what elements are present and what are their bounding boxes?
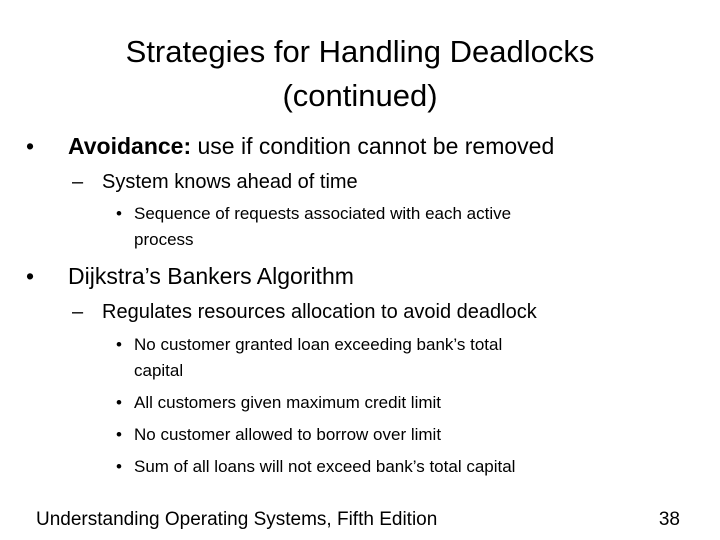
sub-sub-bullet-all-customers — [116, 392, 676, 414]
dash-marker: – — [72, 301, 84, 323]
bullet-dot: • — [116, 335, 122, 354]
bullet-text: Dijkstra’s Bankers Algorithm — [68, 263, 354, 289]
sub-sub-bullet-no-customer-allowed — [116, 424, 676, 446]
bullet-text — [68, 132, 554, 160]
sub-sub-bullet-text-line-2: capital — [134, 361, 184, 380]
sub-sub-bullet-sequence — [116, 203, 676, 247]
bullet-dot: • — [116, 204, 122, 223]
sub-sub-bullet-text: Sum of all loans will not exceed bank’s total capital — [134, 457, 516, 476]
bullet-dot: • — [26, 133, 35, 159]
bullet-dijkstra — [26, 262, 686, 290]
sub-sub-bullet-text-line-1: No customer granted loan exceeding bank’s total — [134, 335, 503, 354]
bullet-dot: • — [116, 425, 122, 444]
sub-sub-bullet-sum-of-loans — [116, 456, 696, 478]
sub-bullet-system-knows — [72, 170, 672, 194]
sub-sub-bullet-text-line-2: process — [134, 230, 194, 249]
slide-title — [0, 30, 720, 118]
bullet-avoidance — [26, 132, 686, 160]
slide-title-line-2: (continued) — [282, 78, 438, 113]
dash-marker: – — [72, 171, 84, 193]
sub-bullet-text: System knows ahead of time — [102, 171, 358, 193]
sub-sub-bullet-text-line-1: Sequence of requests associated with each active — [134, 204, 512, 223]
sub-sub-bullet-no-customer-granted — [116, 334, 676, 382]
footer-book-title: Understanding Operating Systems, Fifth Edition — [36, 509, 438, 530]
footer-page-number: 38 — [658, 509, 680, 530]
bullet-dot: • — [26, 263, 35, 289]
bullet-description: use if condition cannot be removed — [191, 133, 555, 159]
sub-bullet-text: Regulates resources allocation to avoid deadlock — [102, 301, 537, 323]
sub-sub-bullet-text: No customer allowed to borrow over limit — [134, 425, 442, 444]
bullet-dot: • — [116, 457, 122, 476]
bullet-dot: • — [116, 393, 122, 412]
sub-sub-bullet-text: All customers given maximum credit limit — [134, 393, 442, 412]
slide-title-line-1: Strategies for Handling Deadlocks — [125, 34, 595, 69]
sub-bullet-regulates — [72, 300, 672, 324]
bullet-bold-term: Avoidance: — [68, 133, 192, 159]
